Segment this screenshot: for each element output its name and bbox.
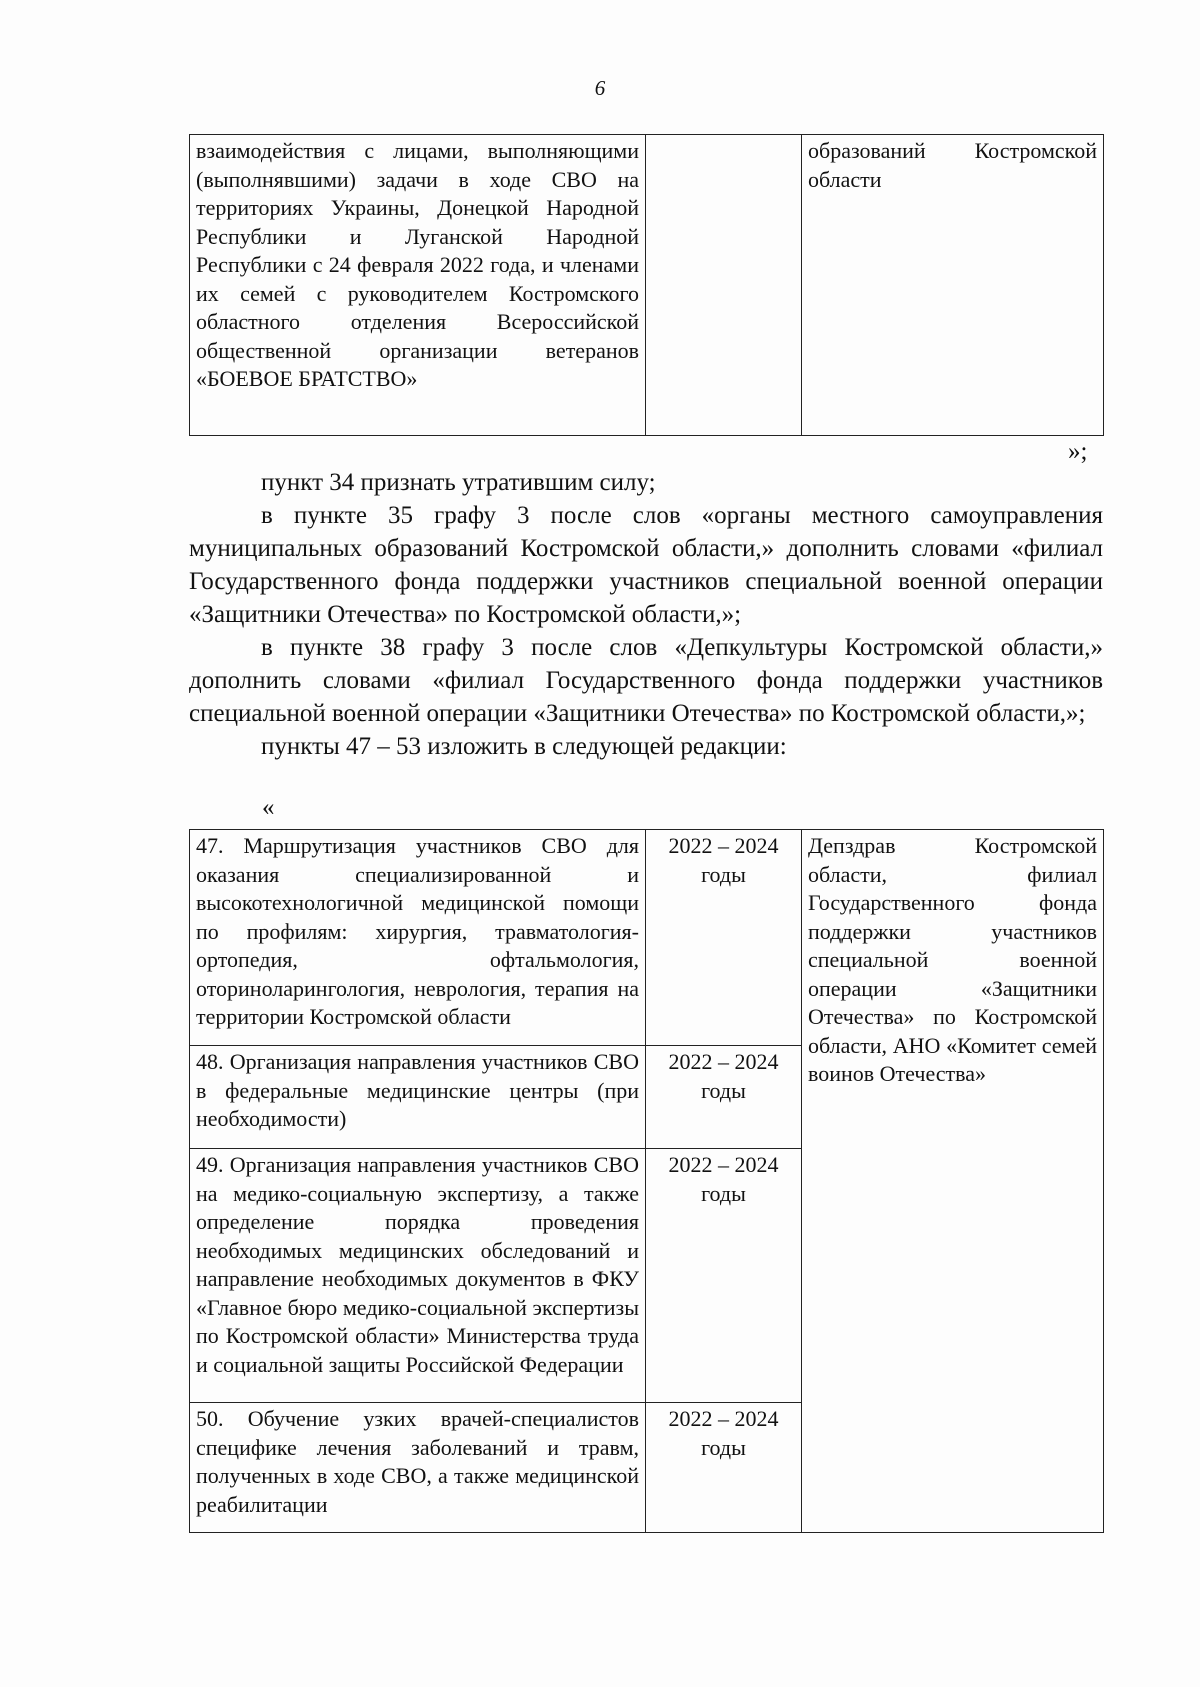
paragraph: в пункте 38 графу 3 после слов «Депкультуры Костромской области,» дополнить словами «филиал Государственного фонда поддержки участников специальной военной операции «Защитники Отечества» по Костромской области,»; (189, 634, 1103, 727)
continued-table (189, 134, 1104, 436)
closing-quote: »; (1068, 438, 1088, 465)
opening-quote: « (262, 794, 275, 821)
table-cell-term: 2022 – 2024 годы (646, 1149, 802, 1403)
table-cell-executor: Депздрав Костромской области, филиал Государственного фонда поддержки участников специальной военной операции «Защитники Отечества» по Костромской области, АНО «Комитет семей воинов Отечества» (802, 830, 1104, 1533)
paragraph: пункт 34 признать утратившим силу; (261, 469, 656, 496)
table-cell-term: 2022 – 2024 годы (646, 830, 802, 1046)
table-cell-term (646, 135, 802, 436)
paragraph: в пункте 35 графу 3 после слов «органы местного самоуправления муниципальных образований Костромской области,» дополнить словами «филиал Государственного фонда поддержки участников специальной военной операции «Защитники Отечества» по Костромской области,»; (189, 502, 1103, 628)
table-cell-term: 2022 – 2024 годы (646, 1046, 802, 1149)
page-number: 6 (594, 76, 606, 100)
table-row (190, 830, 1104, 1046)
paragraph: пункты 47 – 53 изложить в следующей редакции: (261, 733, 787, 760)
table-cell-term: 2022 – 2024 годы (646, 1403, 802, 1533)
table-cell-activity: взаимодействия с лицами, выполняющими (выполнявшими) задачи в ходе СВО на территориях Украины, Донецкой Народной Республики и Луганской Народной Республики с 24 февраля 2022 года, и членами их семей с руководителем Костромского областного отделения Всероссийской общественной организации ветеранов «БОЕВОЕ БРАТСТВО» (190, 135, 646, 436)
table-cell-activity: 47. Маршрутизация участников СВО для оказания специализированной и высокотехнологичной медицинской помощи по профилям: хирургия, травматология-ортопедия, офтальмология, оториноларингология, неврология, терапия на территории Костромской области (190, 830, 646, 1046)
table-cell-executor: образований Костромской области (802, 135, 1104, 436)
table-cell-activity: 50. Обучение узких врачей-специалистов специфике лечения заболеваний и травм, полученных в ходе СВО, а также медицинской реабилитации (190, 1403, 646, 1533)
table-row (190, 135, 1104, 436)
amendment-text (189, 466, 1103, 763)
table-cell-activity: 48. Организация направления участников СВО в федеральные медицинские центры (при необходимости) (190, 1046, 646, 1149)
table-cell-activity: 49. Организация направления участников СВО на медико-социальную экспертизу, а также определение порядка проведения необходимых медицинских обследований и направление необходимых документов в ФКУ «Главное бюро медико-социальной экспертизы по Костромской области» Министерства труда и социальной защиты Российской Федерации (190, 1149, 646, 1403)
measures-table (189, 829, 1104, 1533)
